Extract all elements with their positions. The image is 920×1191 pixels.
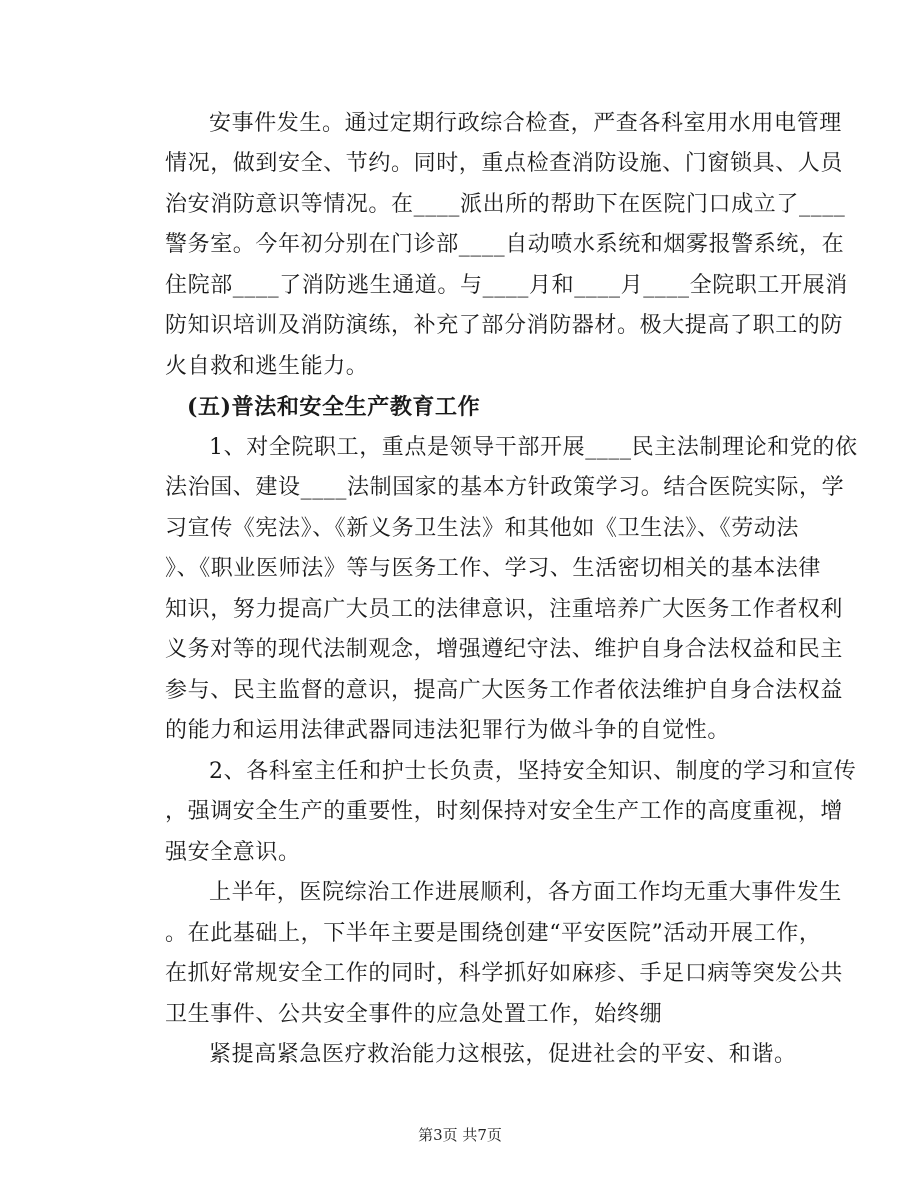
- paragraph-line: 防知识培训及消防演练，补充了部分消防器材。极大提高了职工的防: [165, 313, 844, 338]
- paragraph-line: 在抓好常规安全工作的同时，科学抓好如麻疹、手足口病等突发公共: [165, 961, 844, 986]
- paragraph-line: 警务室。今年初分别在门诊部____自动喷水系统和烟雾报警系统，在: [165, 232, 845, 257]
- paragraph-line: 参与、民主监督的意识，提高广大医务工作者依法维护自身合法权益: [165, 678, 844, 703]
- paragraph-line: ，强调安全生产的重要性，时刻保持对安全生产工作的高度重视，增: [165, 799, 844, 824]
- paragraph-line: 住院部____了消防逃生通道。与____月和____月____全院职工开展消: [165, 273, 848, 298]
- paragraph-line: 治安消防意识等情况。在____派出所的帮助下在医院门口成立了____: [165, 192, 846, 217]
- section-heading: (五)普法和安全生产教育工作: [187, 394, 481, 420]
- paragraph-line: 强安全意识。: [165, 840, 301, 865]
- paragraph-line: 的能力和运用法律武器同违法犯罪行为做斗争的自觉性。: [165, 718, 731, 743]
- paragraph-line: 法治国、建设____法制国家的基本方针政策学习。结合医院实际，学: [165, 475, 845, 500]
- paragraph-line: 习宣传《宪法》、《新义务卫生法》和其他如《卫生法》、《劳动法: [165, 516, 800, 541]
- paragraph-line: 知识，努力提高广大员工的法律意识，注重培养广大医务工作者权利: [165, 597, 844, 622]
- paragraph-line: 。在此基础上，下半年主要是围绕创建“平安医院”活动开展工作，: [165, 921, 822, 946]
- paragraph-line: 2、各科室主任和护士长负责，坚持安全知识、制度的学习和宣传: [209, 759, 857, 784]
- paragraph-line: 卫生事件、公共安全事件的应急处置工作，始终绷: [165, 1002, 663, 1027]
- paragraph-line: 情况，做到安全、节约。同时，重点检查消防设施、门窗锁具、人员: [165, 151, 844, 176]
- paragraph-line: 1、对全院职工，重点是领导干部开展____民主法制理论和党的依: [209, 435, 858, 460]
- paragraph-line: 紧提高紧急医疗救治能力这根弦，促进社会的平安、和谐。: [209, 1042, 797, 1067]
- paragraph-line: 义务对等的现代法制观念，增强遵纪守法、维护自身合法权益和民主: [165, 637, 844, 662]
- paragraph-line: 上半年，医院综治工作进展顺利，各方面工作均无重大事件发生: [209, 880, 842, 905]
- page-number: 第3页 共7页: [418, 1126, 502, 1144]
- paragraph-line: 火自救和逃生能力。: [165, 354, 369, 379]
- paragraph-line: 》、《职业医师法》等与医务工作、学习、生活密切相关的基本法律: [165, 556, 822, 581]
- paragraph-line: 安事件发生。通过定期行政综合检查，严查各科室用水用电管理: [209, 111, 842, 136]
